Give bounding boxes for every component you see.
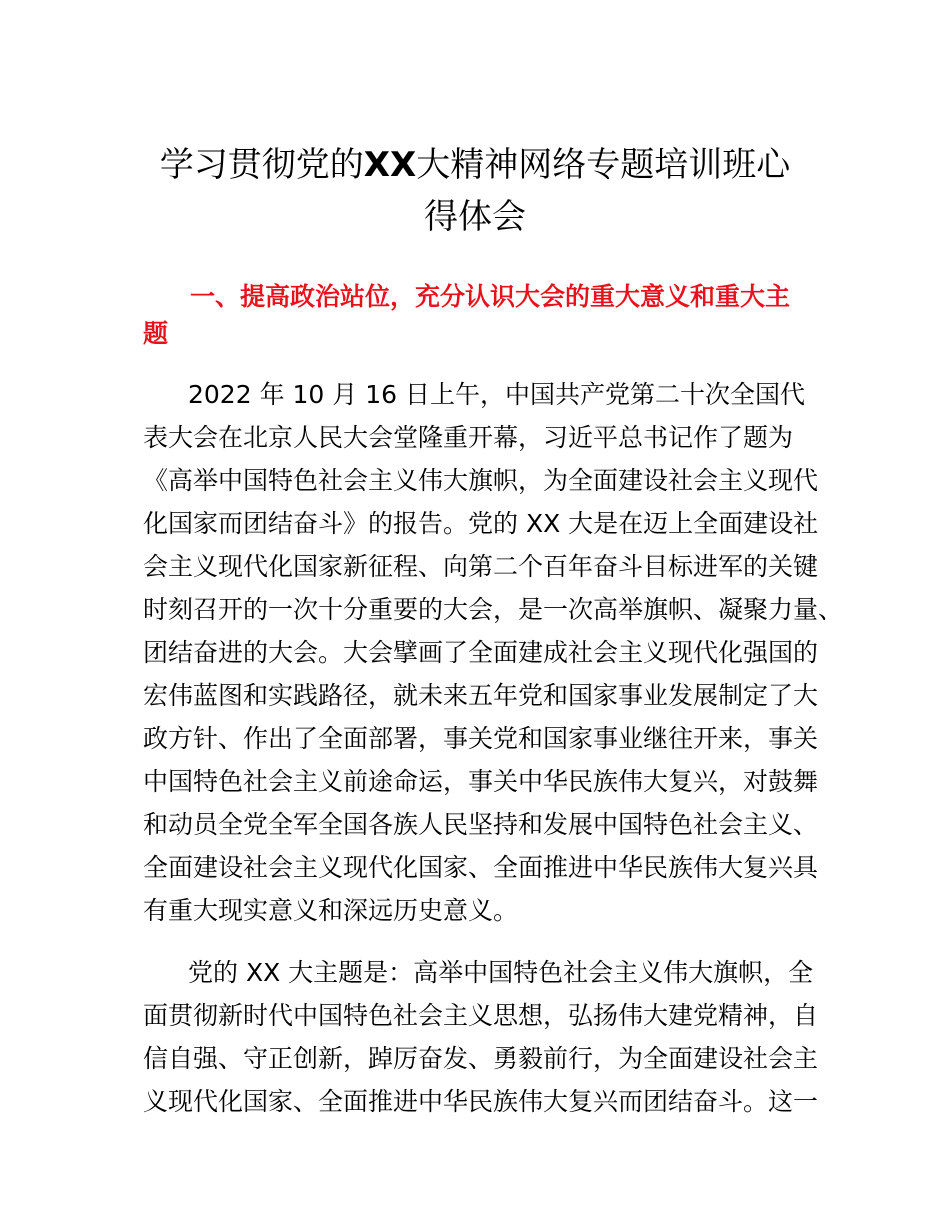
paragraph-line: 宏伟蓝图和实践路径，就未来五年党和国家事业发展制定了大 [143, 681, 819, 710]
paragraph-line: 中国特色社会主义前途命运，事关中华民族伟大复兴，对鼓舞 [143, 767, 819, 796]
title-part-b: XX [363, 145, 417, 185]
paragraph-line: 信自强、守正创新，踔厉奋发、勇毅前行，为全面建设社会主 [143, 1044, 819, 1073]
paragraph-line: 义现代化国家、全面推进中华民族伟大复兴而团结奋斗。这一 [143, 1087, 819, 1116]
paragraph-line: 化国家而团结奋斗》的报告。党的 XX 大是在迈上全面建设社 [143, 509, 819, 538]
paragraph-line: 团结奋进的大会。大会擘画了全面建成社会主义现代化强国的 [143, 638, 819, 667]
document-title-line2: 得体会 [424, 197, 526, 237]
title-part-a: 学习贯彻党的 [159, 145, 364, 185]
section-heading-line2: 题 [143, 319, 169, 348]
paragraph-line: 和动员全党全军全国各族人民坚持和发展中国特色社会主义、 [143, 810, 819, 839]
title-part-c: 大精神网络专题培训班心 [416, 145, 791, 185]
paragraph-line: 表大会在北京人民大会堂隆重开幕，习近平总书记作了题为 [143, 423, 794, 452]
paragraph-line: 政方针、作出了全面部署，事关党和国家事业继往开来，事关 [143, 724, 819, 753]
paragraph-line: 全面建设社会主义现代化国家、全面推进中华民族伟大复兴具 [143, 853, 819, 882]
section-heading-line1: 一、提高政治站位，充分认识大会的重大意义和重大主 [190, 282, 791, 311]
paragraph-line: 2022 年 10 月 16 日上午，中国共产党第二十次全国代 [188, 380, 805, 409]
paragraph-line: 面贯彻新时代中国特色社会主义思想，弘扬伟大建党精神，自 [143, 1001, 819, 1030]
paragraph-line: 时刻召开的一次十分重要的大会，是一次高举旗帜、凝聚力量、 [143, 595, 844, 624]
document-title [120, 140, 830, 190]
paragraph-line: 党的 XX 大主题是：高举中国特色社会主义伟大旗帜，全 [188, 958, 814, 987]
paragraph-line: 《高举中国特色社会主义伟大旗帜，为全面建设社会主义现代 [143, 466, 819, 495]
paragraph-line: 有重大现实意义和深远历史意义。 [143, 896, 519, 925]
paragraph-line: 会主义现代化国家新征程、向第二个百年奋斗目标进军的关键 [143, 552, 819, 581]
